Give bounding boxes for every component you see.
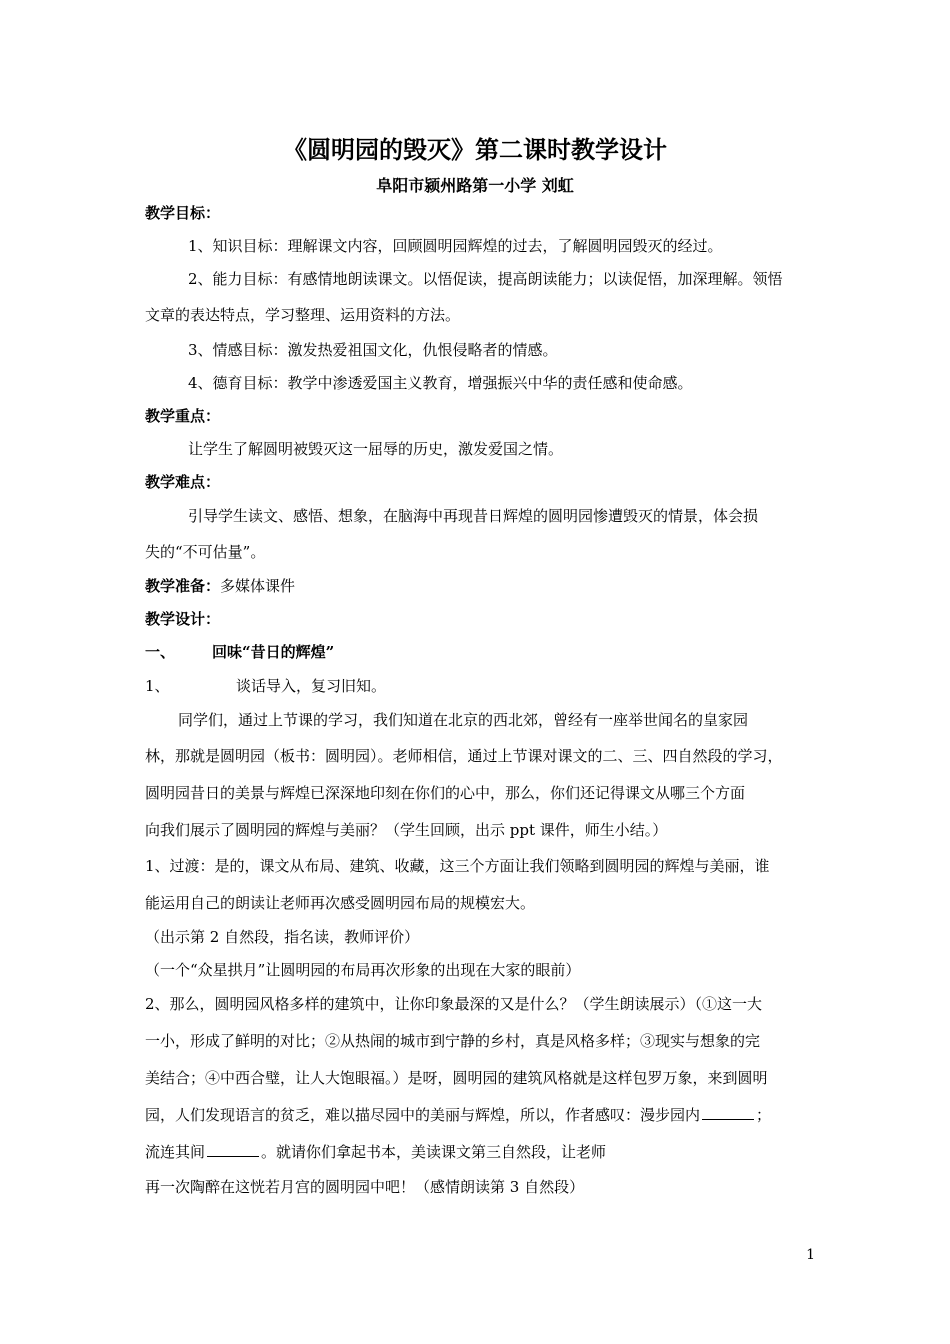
paragraph-1-line-1: 同学们，通过上节课的学习，我们知道在北京的西北郊，曾经有一座举世闻名的皇家园	[178, 711, 749, 729]
paragraph-5-line-5	[145, 1141, 606, 1163]
key-point-heading: 教学重点：	[145, 407, 221, 425]
paragraph-2-line-2: 能运用自己的朗读让老师再次感受圆明园布局的规模宏大。	[145, 894, 536, 912]
difficulty-heading: 教学难点：	[145, 473, 221, 491]
paragraph-3: （出示第 2 自然段，指名读，教师评价）	[145, 928, 420, 946]
step-1-number: 1、	[145, 677, 170, 695]
objective-4: 4、德育目标：教学中渗透爱国主义教育，增强振兴中华的责任感和使命感。	[188, 374, 693, 392]
preparation-text: 多媒体课件	[220, 577, 296, 595]
preparation-line	[145, 575, 295, 597]
paragraph-1-line-3: 圆明园昔日的美景与辉煌已深深地印刻在你们的心中，那么，你们还记得课文从哪三个方面	[145, 784, 746, 802]
fill-in-blank-2	[207, 1142, 259, 1157]
paragraph-2-line-1: 1、过渡：是的，课文从布局、建筑、收藏，这三个方面让我们领略到圆明园的辉煌与美丽，谁	[145, 857, 770, 875]
document-title: 《圆明园的毁灭》第二课时教学设计	[283, 135, 667, 164]
document-subtitle: 阜阳市颍州路第一小学 刘虹	[376, 176, 574, 195]
objectives-heading: 教学目标：	[145, 204, 221, 222]
key-point-text: 让学生了解圆明被毁灭这一屈辱的历史，激发爱国之情。	[188, 440, 564, 458]
section-1-title: 回味“昔日的辉煌”	[212, 643, 335, 661]
step-1-title: 谈话导入，复习旧知。	[236, 677, 387, 695]
paragraph-5-line-2: 一小，形成了鲜明的对比；②从热闹的城市到宁静的乡村，真是风格多样；③现实与想象的完	[145, 1032, 761, 1050]
paragraph-5-line-3: 美结合；④中西合璧，让人大饱眼福。）是呀，圆明园的建筑风格就是这样包罗万象，来到圆明	[145, 1069, 768, 1087]
objective-2-line-1: 2、能力目标：有感情地朗读课文。以悟促读，提高朗读能力；以读促悟，加深理解。领悟	[188, 270, 783, 288]
section-1-number: 一、	[145, 643, 176, 661]
preparation-heading: 教学准备：	[145, 577, 221, 595]
objective-1: 1、知识目标：理解课文内容，回顾圆明园辉煌的过去，了解圆明园毁灭的经过。	[188, 237, 723, 255]
paragraph-5-line-5-end: 。就请你们拿起书本，美读课文第三自然段，让老师	[261, 1143, 607, 1161]
paragraph-5-line-4	[145, 1104, 771, 1126]
difficulty-line-2: 失的“不可估量”。	[145, 543, 266, 561]
design-heading: 教学设计：	[145, 610, 221, 628]
paragraph-5-line-4-text: 园，人们发现语言的贫乏，难以描尽园中的美丽与辉煌，所以，作者感叹：漫步园内	[145, 1106, 701, 1124]
objective-2-line-2: 文章的表达特点，学习整理、运用资料的方法。	[145, 306, 461, 324]
paragraph-5-line-4-end: ；	[756, 1106, 772, 1124]
paragraph-1-line-4: 向我们展示了圆明园的辉煌与美丽？（学生回顾，出示 ppt 课件，师生小结。）	[145, 821, 668, 839]
fill-in-blank-1	[702, 1105, 754, 1120]
page-number: 1	[806, 1247, 815, 1263]
paragraph-5-line-6: 再一次陶醉在这恍若月宫的圆明园中吧！（感情朗读第 3 自然段）	[145, 1178, 585, 1196]
paragraph-5-line-5-text: 流连其间	[145, 1143, 206, 1161]
objective-3: 3、情感目标：激发热爱祖国文化，仇恨侵略者的情感。	[188, 341, 558, 359]
difficulty-line-1: 引导学生读文、感悟、想象，在脑海中再现昔日辉煌的圆明园惨遭毁灭的情景，体会损	[188, 507, 759, 525]
paragraph-4: （一个“众星拱月”让圆明园的布局再次形象的出现在大家的眼前）	[145, 961, 581, 979]
paragraph-1-line-2: 林，那就是圆明园（板书：圆明园）。老师相信，通过上节课对课文的二、三、四自然段的学习，	[145, 747, 783, 765]
paragraph-5-line-1: 2、那么，圆明园风格多样的建筑中，让你印象最深的又是什么？（学生朗读展示）（①这一大	[145, 995, 763, 1013]
